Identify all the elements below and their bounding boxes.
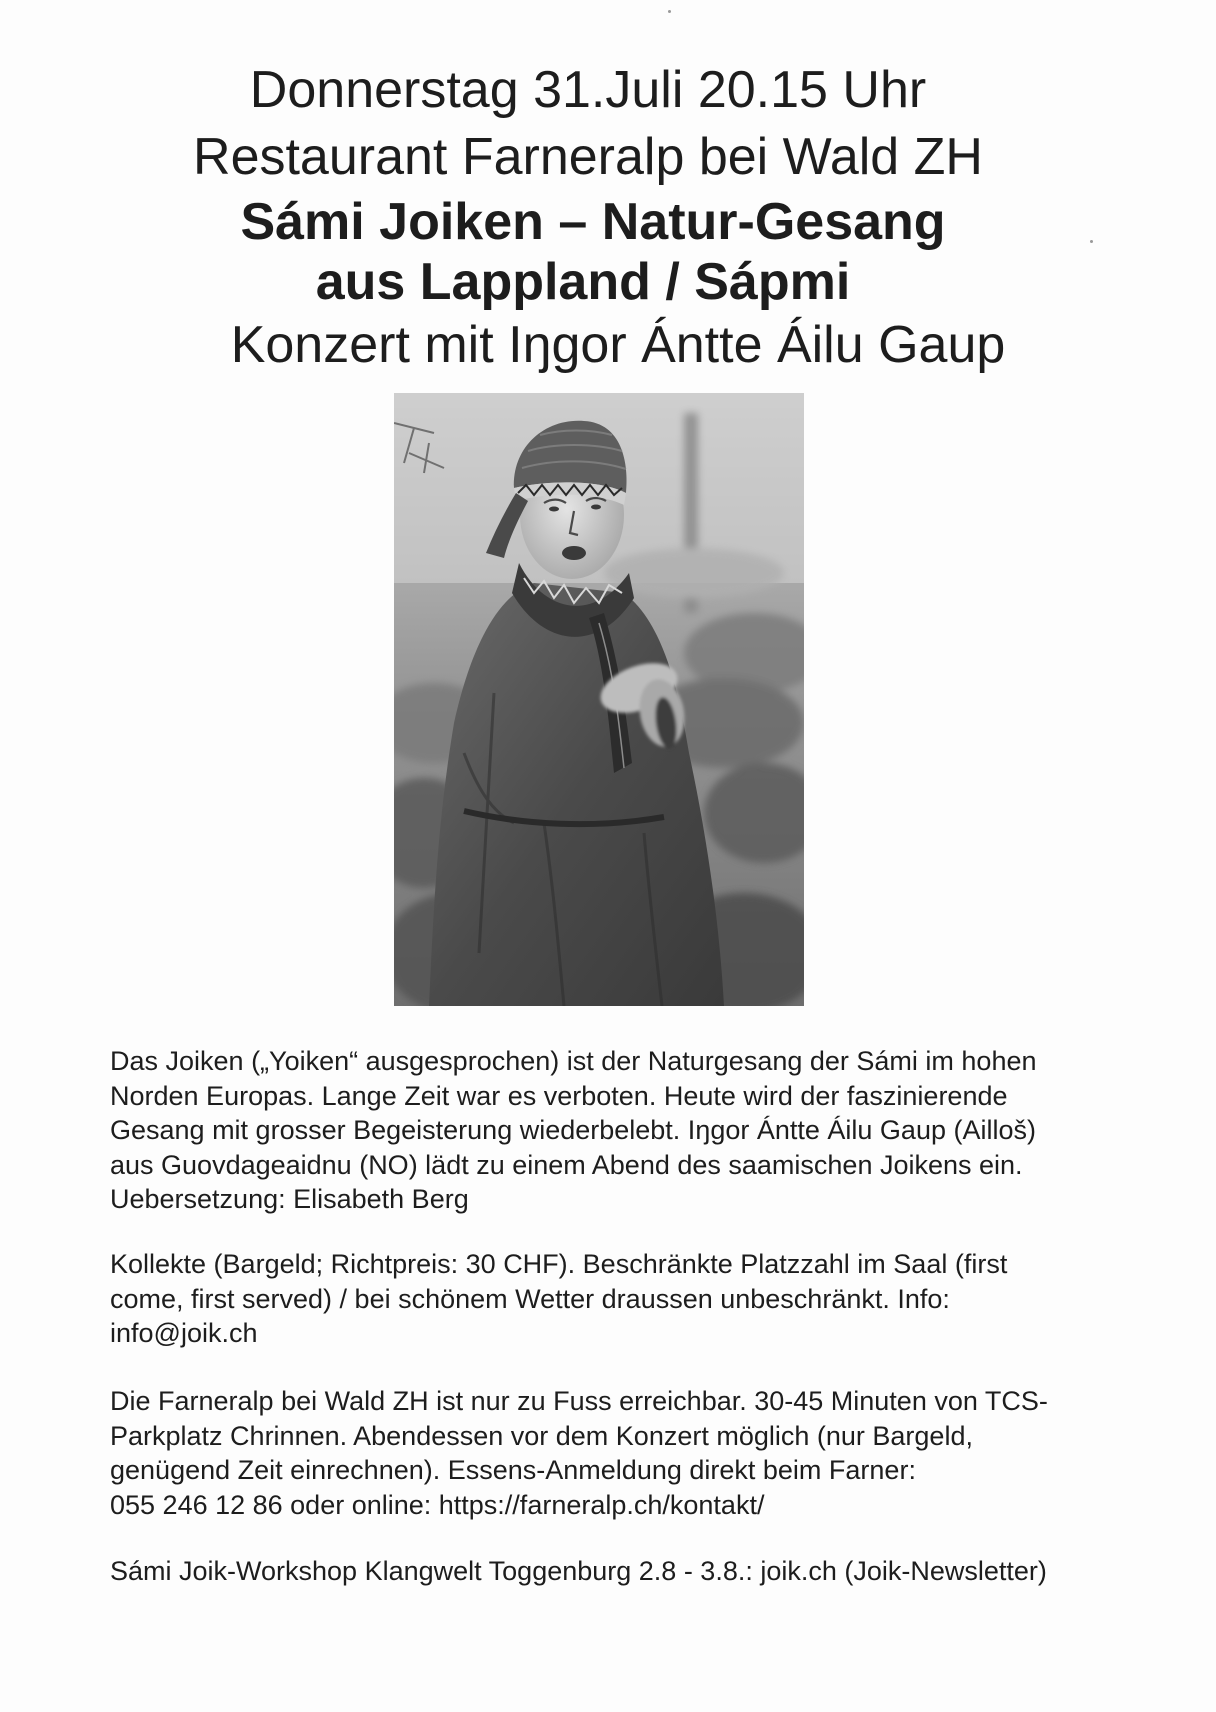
- directions-line-3: genügend Zeit einrechnen). Essens-Anmeldung direkt beim Farner:: [110, 1455, 916, 1485]
- admission-line-2: come, first served) / bei schönem Wetter draussen unbeschränkt. Info:: [110, 1283, 950, 1314]
- description-paragraph: [110, 1044, 1140, 1217]
- description-line-3: Gesang mit grosser Begeisterung wiederbelebt. Iŋgor Ántte Áilu Gaup (Ailloš): [110, 1115, 1036, 1145]
- translation-credit: Uebersetzung: Elisabeth Berg: [110, 1184, 469, 1214]
- admission-paragraph: [110, 1247, 1140, 1351]
- directions-paragraph: [110, 1384, 1140, 1522]
- workshop-paragraph: [110, 1554, 1140, 1589]
- performer-photo: [394, 393, 804, 1006]
- phone-and-website: 055 246 12 86 oder online: https://farneralp.ch/kontakt/: [110, 1489, 765, 1520]
- description-line-2: Norden Europas. Lange Zeit war es verboten. Heute wird der faszinierende: [110, 1080, 1008, 1111]
- event-venue: Restaurant Farneralp bei Wald ZH: [193, 128, 983, 186]
- description-line-4: aus Guovdageaidnu (NO) lädt zu einem Abend des saamischen Joikens ein.: [110, 1149, 1023, 1180]
- event-title-continued: aus Lappland / Sápmi: [315, 253, 851, 311]
- performer-line: Konzert mit Iŋgor Ántte Áilu Gaup: [230, 316, 1006, 374]
- event-title: Sámi Joiken – Natur-Gesang: [240, 193, 946, 251]
- contact-email: info@joik.ch: [110, 1318, 258, 1348]
- scan-speck: [1090, 240, 1093, 243]
- directions-line-1: Die Farneralp bei Wald ZH ist nur zu Fuss erreichbar. 30-45 Minuten von TCS-: [110, 1386, 1048, 1416]
- admission-line-1: Kollekte (Bargeld; Richtpreis: 30 CHF). Beschränkte Platzzahl im Saal (first: [110, 1249, 1008, 1279]
- description-line-1: Das Joiken („Yoiken“ ausgesprochen) ist der Naturgesang der Sámi im hohen: [110, 1046, 1037, 1076]
- directions-line-2: Parkplatz Chrinnen. Abendessen vor dem Konzert möglich (nur Bargeld,: [110, 1420, 973, 1451]
- scan-speck: [668, 10, 671, 13]
- workshop-line: Sámi Joik-Workshop Klangwelt Toggenburg 2.8 - 3.8.: joik.ch (Joik-Newsletter): [110, 1556, 1047, 1586]
- event-date-time: Donnerstag 31.Juli 20.15 Uhr: [249, 61, 927, 119]
